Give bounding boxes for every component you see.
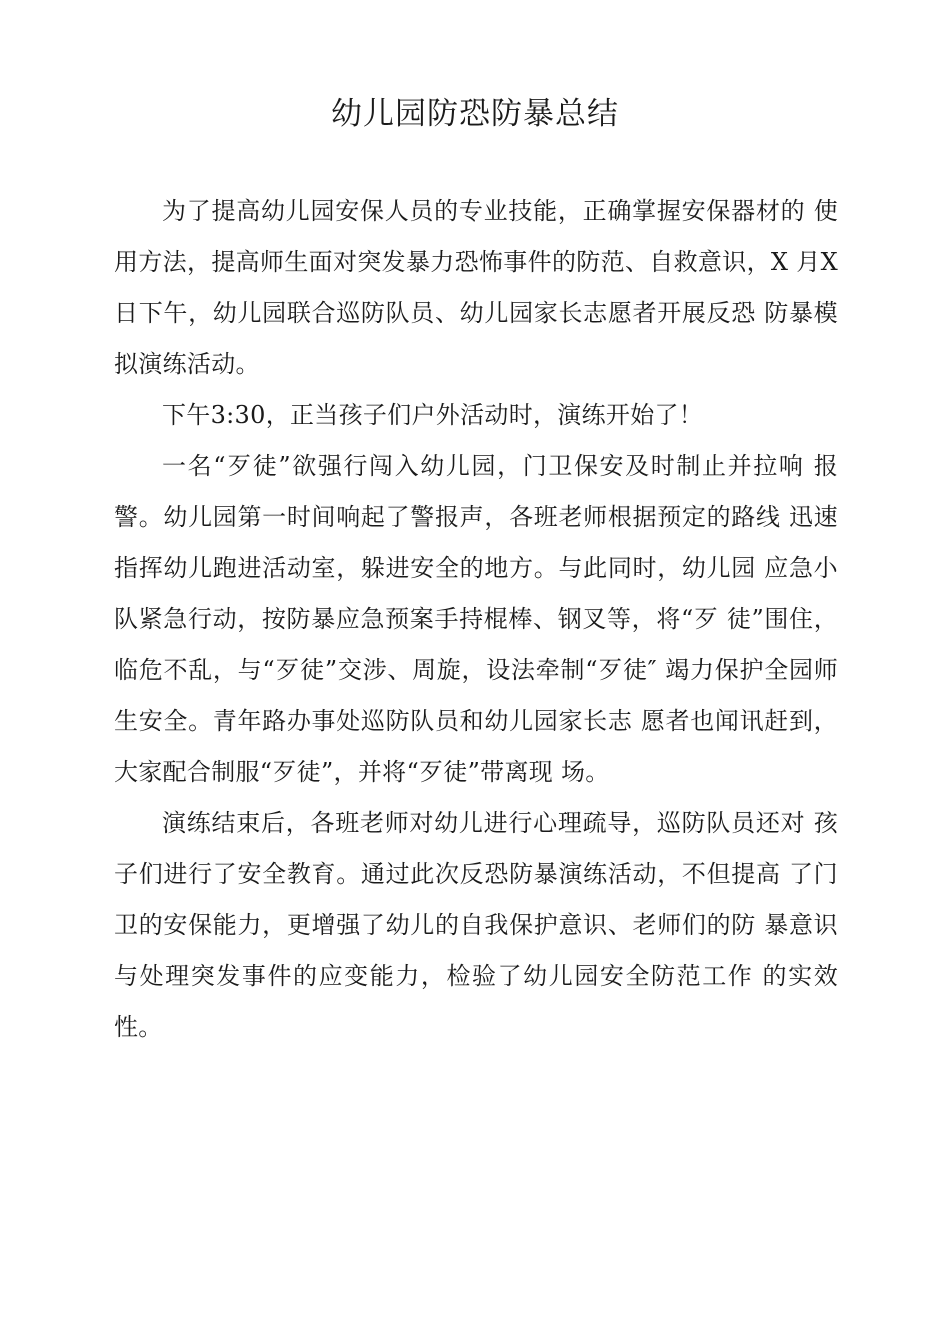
document-title: 幼儿园防恐防暴总结	[331, 96, 619, 132]
paragraph-conclusion: 演练结束后，各班老师对幼儿进行心理疏导，巡防队员还对 孩子们进行了安全教育。通过此次反恐防暴演练活动，不但提高 了门卫的安保能力，更增强了幼儿的自我保护意识、老师们的防 暴意识与处理突发事件的应变能力，检验了幼儿园安全防范工作 的实效性。	[114, 809, 838, 1041]
paragraph-drill-start: 下午3:30，正当孩子们户外活动时，演练开始了！	[162, 401, 704, 429]
document-body	[114, 186, 838, 1053]
paragraph-drill-process: 一名“歹徒”欲强行闯入幼儿园，门卫保安及时制止并拉响 报警。幼儿园第一时间响起了警报声，各班老师根据预定的路线 迅速指挥幼儿跑进活动室，躲进安全的地方。与此同时，幼儿园 应急小队紧急行动，按防暴应急预案手持棍棒、钢叉等，将“歹 徒”围住，临危不乱，与“歹徒”交涉、周旋，设法牵制“歹徒″ 竭力保护全园师生安全。青年路办事处巡防队员和幼儿园家长志 愿者也闻讯赶到，大家配合制服“歹徒”，并将“歹徒”带离现 场。	[114, 452, 838, 786]
paragraph-intro: 为了提高幼儿园安保人员的专业技能，正确掌握安保器材的 使用方法，提高师生面对突发暴力恐怖事件的防范、自救意识，X 月X日下午，幼儿园联合巡防队员、幼儿园家长志愿者开展反恐 防暴模拟演练活动。	[114, 197, 838, 378]
